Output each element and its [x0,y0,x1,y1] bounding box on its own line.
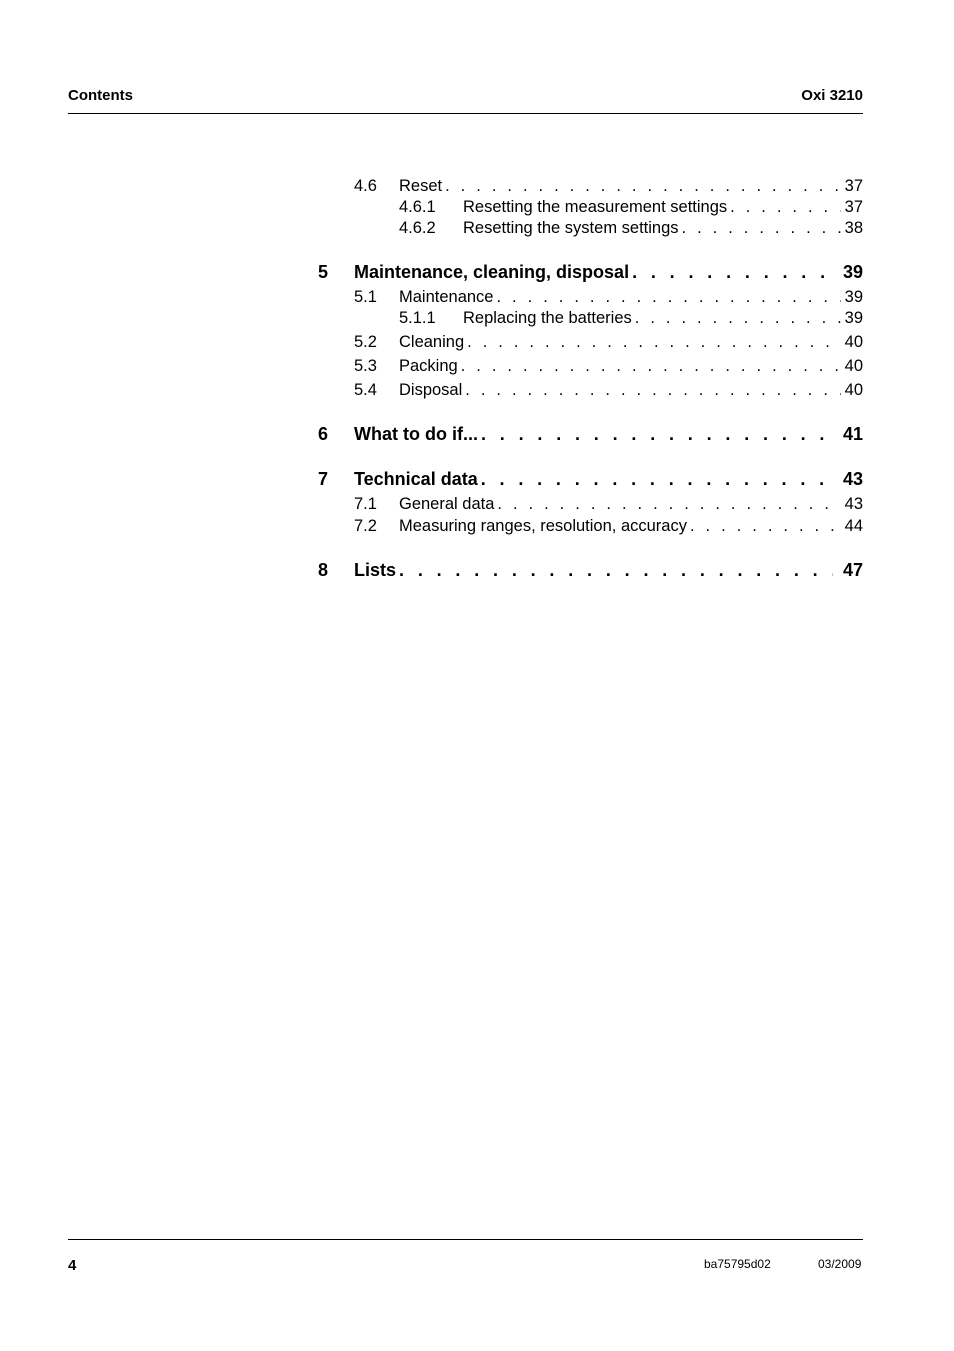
toc-entry-title: Packing [399,357,458,375]
toc-entry-number: 5.2 [354,333,377,351]
toc-entry[interactable] [399,198,863,218]
toc-entry-page: 39 [844,309,863,327]
toc-leader-dots [461,357,841,376]
toc-chapter-entry[interactable] [318,560,863,580]
toc-entry-title: Resetting the system settings [463,219,679,237]
toc-entry[interactable] [354,288,863,308]
toc-leader-dots [690,517,841,536]
toc-entry-page: 40 [844,381,863,399]
toc-entry-title: General data [399,495,495,513]
toc-chapter-entry[interactable] [318,424,863,444]
toc-entry[interactable] [354,177,863,197]
toc-leader-dots [632,262,833,283]
toc-entry-title: Resetting the measurement settings [463,198,728,216]
toc-entry[interactable] [354,495,863,515]
toc-leader-dots [682,219,841,238]
toc-entry-title: Maintenance, cleaning, disposal [354,262,630,282]
toc-entry-title: Disposal [399,381,463,399]
toc-entry-number: 8 [318,560,329,580]
toc-entry-title: What to do if... [354,424,478,444]
toc-entry-number: 5.4 [354,381,377,399]
toc-entry-page: 40 [844,333,863,351]
toc-entry-page: 37 [844,177,863,195]
footer-rule [68,1239,863,1240]
toc-entry-page: 39 [844,288,863,306]
toc-entry[interactable] [399,309,863,329]
toc-entry-page: 38 [844,219,863,237]
toc-entry-number: 5 [318,262,329,282]
toc-entry-title: Maintenance [399,288,494,306]
toc-leader-dots [481,469,833,490]
toc-entry-number: 7.2 [354,517,377,535]
header-section-title: Contents [68,87,133,104]
toc-entry-number: 4.6 [354,177,377,195]
toc-chapter-entry[interactable] [318,262,863,282]
toc-entry-page: 47 [842,560,863,580]
toc-leader-dots [497,495,840,514]
toc-entry[interactable] [354,381,863,401]
toc-entry-number: 5.3 [354,357,377,375]
toc-entry[interactable] [399,219,863,239]
toc-leader-dots [496,288,840,307]
toc-entry-number: 5.1 [354,288,377,306]
toc-entry[interactable] [354,333,863,353]
footer-page-number: 4 [68,1257,77,1274]
toc-entry-number: 4.6.1 [399,198,436,216]
toc-entry-number: 7.1 [354,495,377,513]
toc-entry-number: 4.6.2 [399,219,436,237]
toc-chapter-entry[interactable] [318,469,863,489]
toc-leader-dots [730,198,841,217]
toc-entry-page: 39 [842,262,863,282]
toc-entry-title: Reset [399,177,443,195]
toc-entry-title: Replacing the batteries [463,309,632,327]
toc-leader-dots [467,333,841,352]
toc-entry-title: Lists [354,560,397,580]
toc-entry[interactable] [354,517,863,537]
toc-entry-page: 41 [842,424,863,444]
toc-leader-dots [445,177,841,196]
toc-entry-page: 40 [844,357,863,375]
toc-entry-title: Cleaning [399,333,465,351]
header-product-name: Oxi 3210 [801,87,863,104]
toc-leader-dots [635,309,841,328]
toc-entry-page: 44 [844,517,863,535]
header-rule [68,113,863,114]
toc-leader-dots [399,560,833,581]
toc-entry-title: Measuring ranges, resolution, accuracy [399,517,687,535]
footer-document-code: ba75795d02 [704,1257,771,1271]
toc-entry-title: Technical data [354,469,478,489]
toc-entry-page: 43 [844,495,863,513]
toc-leader-dots [481,424,833,445]
toc-entry-number: 6 [318,424,329,444]
toc-entry-number: 5.1.1 [399,309,436,327]
toc-entry-page: 43 [842,469,863,489]
toc-leader-dots [465,381,840,400]
toc-entry[interactable] [354,357,863,377]
toc-entry-number: 7 [318,469,329,489]
toc-entry-page: 37 [844,198,863,216]
footer-date: 03/2009 [818,1257,862,1271]
